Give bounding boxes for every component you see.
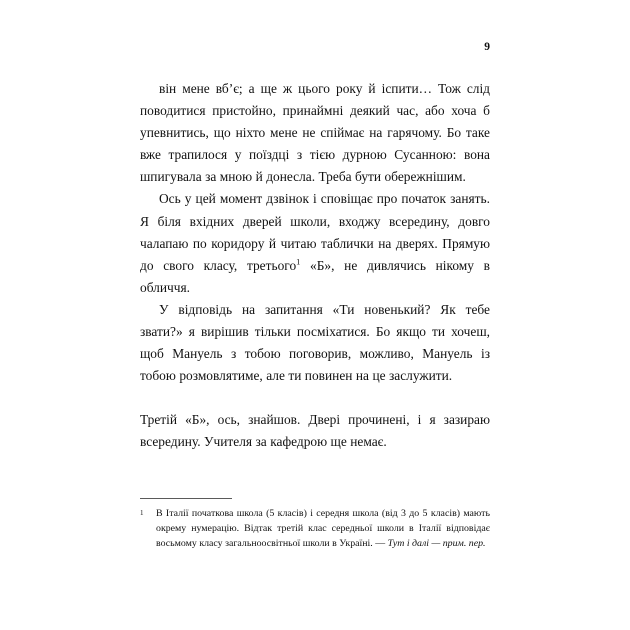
paragraph: У відповідь на запитання «Ти новенький? Як тебе звати?» я вирішив тільки посміхатися. Бо якщо ти хочеш, щоб Мануель з тобою поговорив, можливо, Мануель із тобою розмовлятиме, але ти повинен на це заслужити.: [140, 301, 490, 384]
footnote-entry: [140, 506, 490, 551]
paragraph: він мене вб’є; а ще ж цього року й іспити… Тож слід поводитися пристойно, принаймні деякий час, або хоча б упевнитись, що ніхто мене не спіймає на гарячому. Бо таке вже трапилося у поїздці з тією дурною Сусанною: вона шпигувала за мною й донесла. Треба бути обережнішим.: [140, 81, 490, 185]
footnote-marker: 1: [140, 509, 144, 517]
paragraph: Третій «Б», ось, знайшов. Двері прочинені, і я зазираю всередину. Учителя за кафедрою ще немає.: [140, 412, 490, 450]
footnote-reference-marker[interactable]: 1: [296, 257, 301, 267]
footnote-text: В Італії початкова школа (5 класів) і середня школа (від 3 до 5 класів) мають окрему нумерацію. Відтак третій клас середньої школи в Італії відповідає восьмому класу загальноосвітньої школи в Україні. —: [156, 508, 490, 550]
page-number: 9: [484, 41, 490, 53]
paragraph-text-after-footnote: «Б», не дивлячись нікому в обличчя.: [140, 257, 490, 295]
paragraph-text-before-footnote: Ось у цей момент дзвінок і сповіщає про початок занять. Я біля вхідних дверей школи, входжу всередину, довго чалапаю по коридору й читаю таблички на дверях. Прямую до свого класу, третього: [140, 191, 490, 273]
footnote-separator-rule: [140, 498, 232, 499]
footnote-text-italic: Тут і далі — прим. пер.: [387, 538, 486, 550]
paragraph: [140, 188, 490, 298]
body-text-block: [140, 78, 490, 454]
footnote-area: [140, 498, 490, 551]
